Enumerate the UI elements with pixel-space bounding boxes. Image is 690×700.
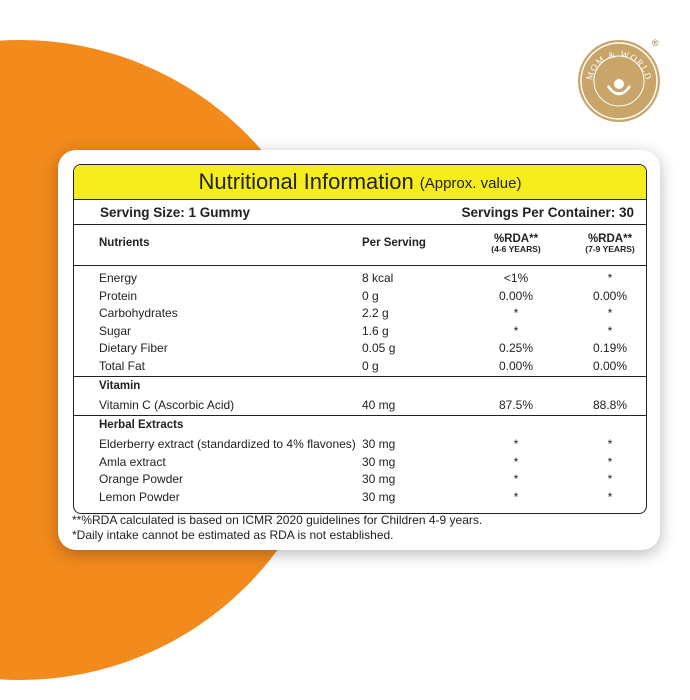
nutrient-rda-7-9: * <box>607 472 613 487</box>
nutrient-rda-7-9: * <box>607 271 613 285</box>
nutrient-rda-4-6: * <box>513 489 519 504</box>
nutrient-rda-4-6: * <box>513 306 519 321</box>
nutrient-rda-7-9: * <box>607 489 613 504</box>
nutrient-serving: 30 mg <box>362 472 396 487</box>
table-row <box>74 322 646 340</box>
footnote-daily-intake: *Daily intake cannot be estimated as RDA is not established. <box>72 528 394 542</box>
table-row <box>74 488 646 506</box>
nutrients-section <box>74 266 646 377</box>
nutrient-serving: 30 mg <box>362 454 396 469</box>
nutrient-serving: 0 g <box>362 358 379 373</box>
herbal-heading: Herbal Extracts <box>99 419 184 432</box>
header-nutrients: Nutrients <box>99 237 150 249</box>
nutrient-rda-7-9: 0.19% <box>592 341 628 356</box>
table-row <box>74 470 646 488</box>
nutrient-serving: 0.05 g <box>362 341 396 356</box>
nutrient-name: Energy <box>99 271 138 285</box>
nutrient-rda-4-6: * <box>513 437 519 452</box>
table-row <box>74 287 646 305</box>
serving-size: Serving Size: 1 Gummy <box>100 204 251 220</box>
title-band <box>74 165 646 200</box>
nutrient-rda-4-6: * <box>513 454 519 469</box>
nutrient-serving: 30 mg <box>362 489 396 504</box>
nutrient-rda-7-9: * <box>607 454 613 469</box>
nutrient-name: Vitamin C (Ascorbic Acid) <box>99 397 235 412</box>
nutrient-rda-4-6: 0.00% <box>498 358 534 373</box>
servings-per-container: Servings Per Container: 30 <box>461 204 634 220</box>
footnotes <box>72 513 482 543</box>
mom-and-world-logo-icon <box>578 40 660 122</box>
nutrient-rda-7-9: * <box>607 306 613 321</box>
nutrient-rda-4-6: * <box>513 472 519 487</box>
nutrient-serving: 30 mg <box>362 437 396 452</box>
nutrient-rda-4-6: 87.5% <box>498 397 534 412</box>
nutrient-rda-4-6: <1% <box>503 271 529 285</box>
nutrient-name: Elderberry extract (standardized to 4% flavones) <box>99 437 356 452</box>
table-row <box>74 453 646 471</box>
nutrient-name: Total Fat <box>99 358 146 373</box>
vitamin-heading: Vitamin <box>99 379 141 392</box>
table-row <box>74 435 646 453</box>
header-rda-7-9 <box>560 233 647 254</box>
vitamin-section <box>74 377 646 417</box>
nutrient-name: Lemon Powder <box>99 489 180 504</box>
table-row <box>74 304 646 322</box>
nutrient-serving: 1.6 g <box>362 323 389 338</box>
svg-text:MOM & WORLD: MOM & WORLD <box>584 48 654 82</box>
serving-row <box>74 200 646 225</box>
nutrient-rda-7-9: 0.00% <box>592 288 628 303</box>
header-rda-4-6-label: %RDA** <box>493 233 539 245</box>
nutrient-name: Amla extract <box>99 454 166 469</box>
herbal-section <box>74 416 646 505</box>
header-per-serving: Per Serving <box>362 237 426 249</box>
nutrient-name: Protein <box>99 288 138 303</box>
nutrient-serving: 0 g <box>362 288 379 303</box>
nutrient-rda-4-6: 0.00% <box>498 288 534 303</box>
nutrient-serving: 2.2 g <box>362 306 389 321</box>
nutrient-name: Orange Powder <box>99 472 184 487</box>
table-row <box>74 357 646 375</box>
nutrient-name: Carbohydrates <box>99 306 178 321</box>
header-rda-4-6-age: (4-6 YEARS) <box>491 244 541 255</box>
nutrient-serving: 40 mg <box>362 397 396 412</box>
nutrient-name: Dietary Fiber <box>99 341 168 356</box>
table-subtitle: (Approx. value) <box>419 174 522 192</box>
nutrient-name: Sugar <box>99 323 132 338</box>
header-rda-7-9-age: (7-9 YEARS) <box>585 244 635 255</box>
header-rda-4-6 <box>466 233 566 254</box>
table-row <box>74 396 646 414</box>
nutrition-table <box>73 164 647 514</box>
nutrient-serving: 8 kcal <box>362 271 394 285</box>
registered-mark: ® <box>652 38 659 48</box>
table-title: Nutritional Information <box>198 169 414 194</box>
nutrient-rda-7-9: 88.8% <box>592 397 628 412</box>
table-row <box>74 339 646 357</box>
brand-logo <box>578 40 660 122</box>
footnote-rda: **%RDA calculated is based on ICMR 2020 guidelines for Children 4-9 years. <box>72 513 483 527</box>
nutrition-card <box>58 150 660 550</box>
column-headers <box>74 225 646 266</box>
nutrient-rda-7-9: * <box>607 437 613 452</box>
nutrient-rda-4-6: * <box>513 323 519 338</box>
nutrient-rda-4-6: 0.25% <box>498 341 534 356</box>
nutrient-rda-7-9: 0.00% <box>592 358 628 373</box>
table-row <box>74 269 646 287</box>
header-rda-7-9-label: %RDA** <box>587 233 633 245</box>
nutrient-rda-7-9: * <box>607 323 613 338</box>
